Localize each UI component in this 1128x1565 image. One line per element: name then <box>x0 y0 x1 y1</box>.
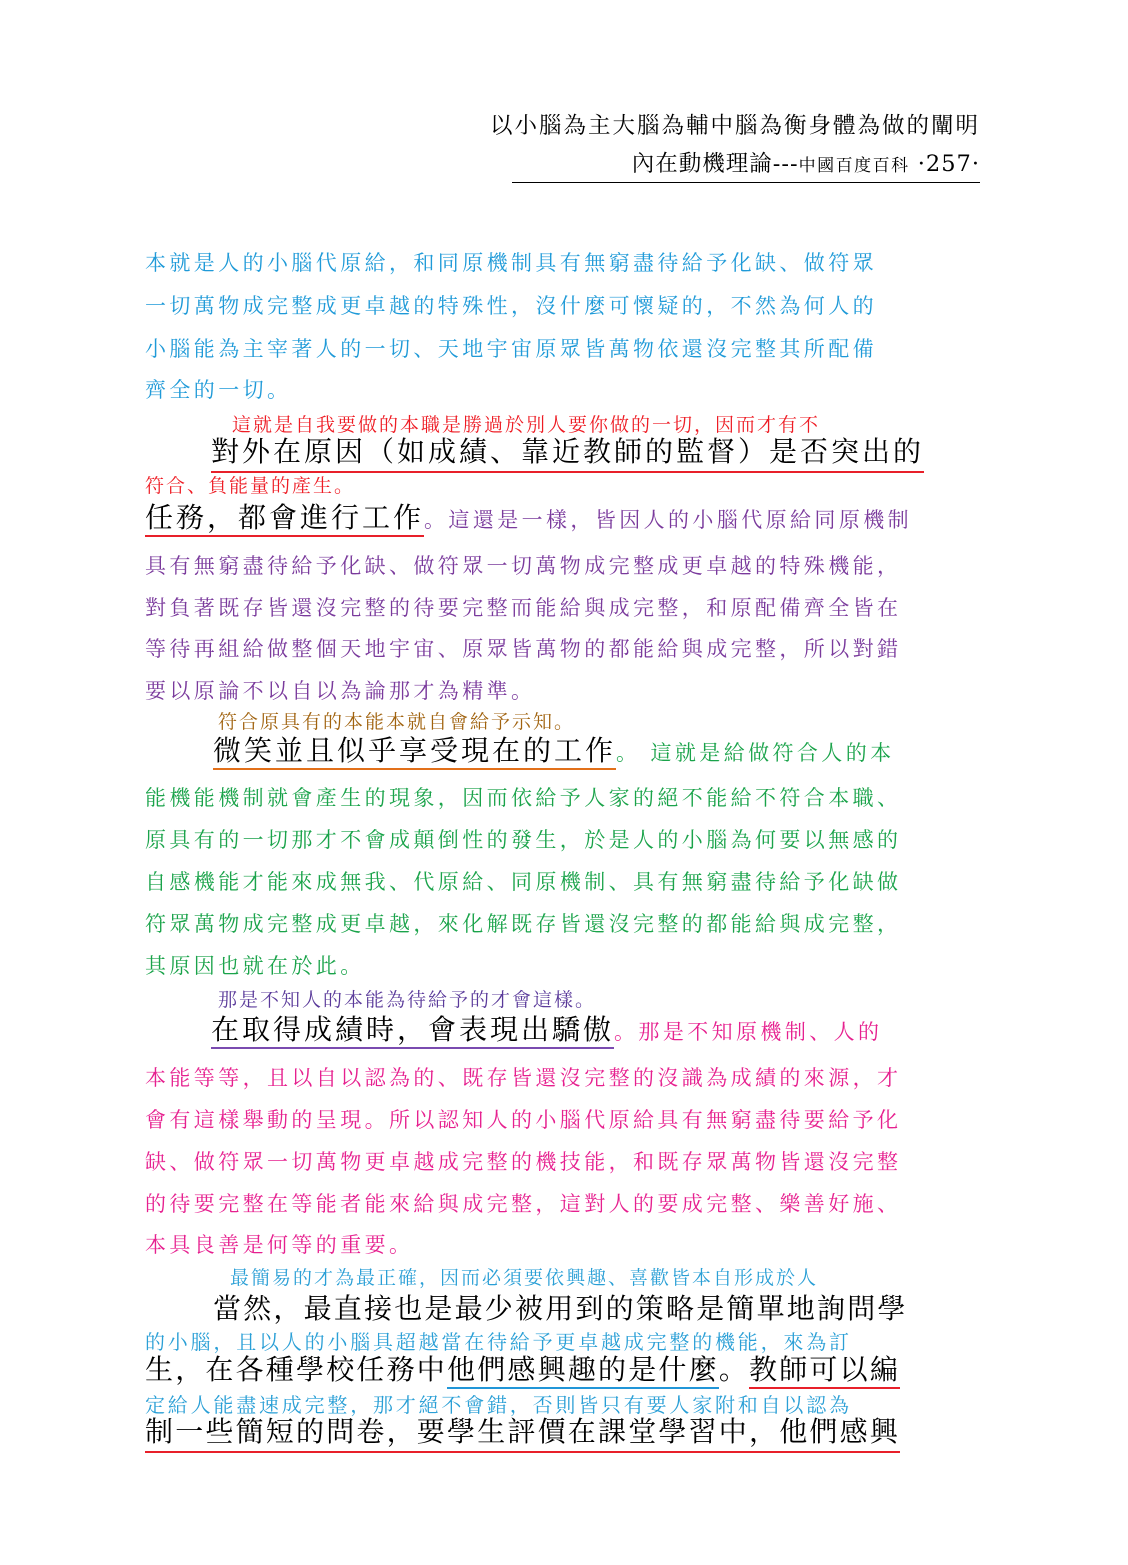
running-header-subtitle <box>512 146 980 183</box>
paragraph-line: 原具有的一切那才不會成顛倒性的發生，於是人的小腦為何要以無感的 <box>145 828 902 852</box>
annotation-line: 那是不知人的本能為待給予的才會這樣。 <box>218 989 597 1011</box>
paragraph-line: 小腦能為主宰著人的一切、天地宇宙原眾皆萬物依還沒完整其所配備 <box>145 337 877 361</box>
quoted-text: 微笑並且似乎享受現在的工作 <box>213 734 616 770</box>
paragraph-line: 能機能機制就會產生的現象，因而依給予人家的絕不能給不符合本職、 <box>145 786 902 810</box>
commentary-text: 。這還是一樣，皆因人的小腦代原給同原機制 <box>424 508 913 532</box>
paragraph-line: 一切萬物成完整成更卓越的特殊性，沒什麼可懷疑的，不然為何人的 <box>145 294 877 318</box>
paragraph-line: 符眾萬物成完整成更卓越，來化解既存皆還沒完整的都能給與成完整， <box>145 912 902 936</box>
page-number: ·257· <box>917 151 980 177</box>
running-header-title: 以小腦為主大腦為輔中腦為衡身體為做的闡明 <box>489 113 980 139</box>
quoted-text-line: 對外在原因（如成績、靠近教師的監督）是否突出的 <box>211 430 924 473</box>
paragraph-line: 其原因也就在於此。 <box>145 954 365 978</box>
paragraph-line: 齊全的一切。 <box>145 378 292 402</box>
quoted-text: 教師可以編 <box>749 1353 900 1389</box>
quoted-text-line: 當然，最直接也是最少被用到的策略是簡單地詢問學 <box>213 1292 908 1325</box>
paragraph-line: 自感機能才能來成無我、代原給、同原機制、具有無窮盡待給予化缺做 <box>145 870 902 894</box>
commentary-text: 。 這就是給做符合人的本 <box>616 741 895 765</box>
header-article-title: 內在動機理論--- <box>631 151 799 177</box>
annotation-line: 定給人能盡速成完整，那才絕不會錯，否則皆只有要人家附和自以認為 <box>145 1393 852 1417</box>
paragraph-line: 會有這樣舉動的呈現。所以認知人的小腦代原給具有無窮盡待要給予化 <box>145 1108 902 1132</box>
paragraph-line: 的待要完整在等能者能來給與成完整，這對人的要成完整、樂善好施、 <box>145 1192 902 1216</box>
paragraph-line: 要以原論不以自以為論那才為精準。 <box>145 679 536 703</box>
header-source: 中國百度百科 <box>798 156 910 176</box>
quoted-text: 任務，都會進行工作 <box>145 501 424 537</box>
annotation-line: 符合、負能量的產生。 <box>145 475 356 497</box>
quoted-text: 。 <box>718 1353 750 1386</box>
commentary-text: 。那是不知原機制、人的 <box>614 1020 883 1044</box>
annotation-line: 最簡易的才為最正確，因而必須要依興趣、喜歡皆本自形成於人 <box>230 1267 819 1289</box>
quoted-text-line: 制一些簡短的問卷，要學生評價在課堂學習中，他們感興 <box>145 1410 900 1453</box>
mixed-line <box>145 1348 900 1388</box>
paragraph-line: 本具良善是何等的重要。 <box>145 1233 414 1257</box>
paragraph-line: 本能等等，且以自以認為的、既存皆還沒完整的沒識為成績的來源，才 <box>145 1066 902 1090</box>
paragraph-line: 等待再組給做整個天地宇宙、原眾皆萬物的都能給與成完整，所以對錯 <box>145 637 902 661</box>
mixed-line <box>211 1008 882 1048</box>
annotation-line: 符合原具有的本能本就自會給予示知。 <box>218 711 576 733</box>
paragraph-line: 具有無窮盡待給予化缺、做符眾一切萬物成完整成更卓越的特殊機能， <box>145 554 902 578</box>
annotation-line: 這就是自我要做的本職是勝過於別人要你做的一切，因而才有不 <box>232 414 821 436</box>
annotation-line: 的小腦，且以人的小腦具超越當在待給予更卓越成完整的機能，來為訂 <box>145 1330 852 1354</box>
quoted-text: 生，在各種學校任務中 <box>145 1353 448 1386</box>
paragraph-line: 缺、做符眾一切萬物更卓越成完整的機技能，和既存眾萬物皆還沒完整 <box>145 1150 902 1174</box>
mixed-line <box>145 496 912 536</box>
quoted-text: 他們感興趣的是什麼 <box>447 1353 719 1389</box>
quoted-text: 在取得成績時，會表現出驕傲 <box>211 1013 614 1049</box>
mixed-line <box>213 729 895 769</box>
paragraph-line: 本就是人的小腦代原給，和同原機制具有無窮盡待給予化缺、做符眾 <box>145 251 877 275</box>
paragraph-line: 對負著既存皆還沒完整的待要完整而能給與成完整，和原配備齊全皆在 <box>145 596 902 620</box>
